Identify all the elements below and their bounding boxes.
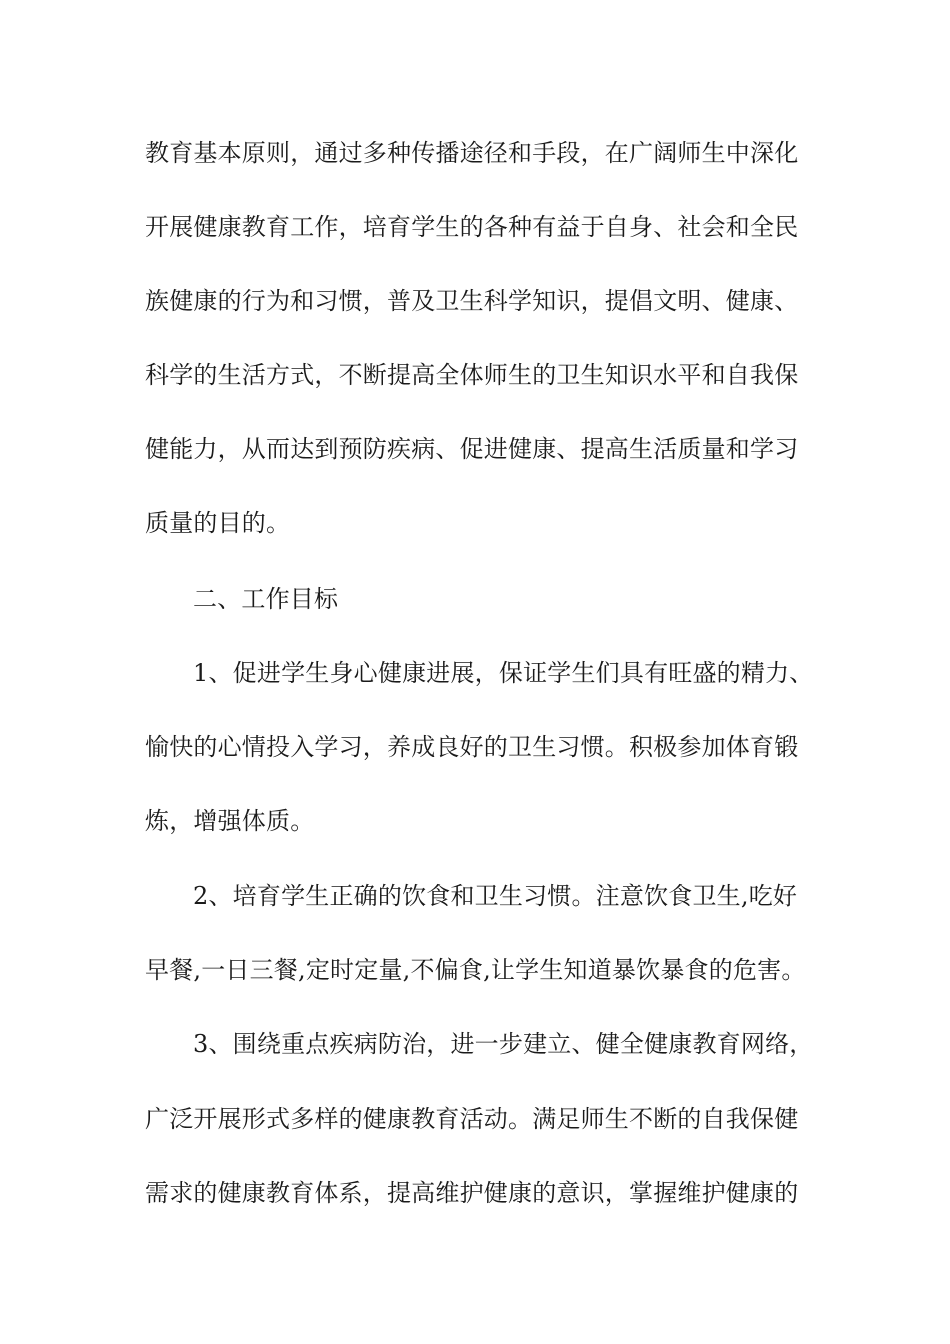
text-line-10: 炼，增强体质。: [145, 807, 315, 835]
text-line-6: 质量的目的。: [145, 509, 291, 537]
text-line-15: 需求的健康教育体系，提高维护健康的意识，掌握维护健康的: [145, 1179, 799, 1207]
text-line-11: 2、培育学生正确的饮食和卫生习惯。注意饮食卫生,吃好: [193, 882, 798, 910]
text-line-8: 1、促进学生身心健康进展，保证学生们具有旺盛的精力、: [193, 659, 814, 687]
text-line-14: 广泛开展形式多样的健康教育活动。满足师生不断的自我保健: [145, 1105, 799, 1133]
section-heading: 二、工作目标: [193, 585, 339, 613]
text-line-4: 科学的生活方式，不断提高全体师生的卫生知识水平和自我保: [145, 361, 799, 389]
text-line-3: 族健康的行为和习惯，普及卫生科学知识，提倡文明、健康、: [145, 287, 799, 315]
text-line-13: 3、围绕重点疾病防治，进一步建立、健全健康教育网络，: [193, 1030, 814, 1058]
text-line-12: 早餐,一日三餐,定时定量,不偏食,让学生知道暴饮暴食的危害。: [145, 956, 806, 984]
text-line-5: 健能力，从而达到预防疾病、促进健康、提高生活质量和学习: [145, 435, 799, 463]
text-line-2: 开展健康教育工作，培育学生的各种有益于自身、社会和全民: [145, 213, 799, 241]
text-line-9: 愉快的心情投入学习，养成良好的卫生习惯。积极参加体育锻: [145, 733, 799, 761]
text-line-1: 教育基本原则，通过多种传播途径和手段，在广阔师生中深化: [145, 139, 799, 167]
